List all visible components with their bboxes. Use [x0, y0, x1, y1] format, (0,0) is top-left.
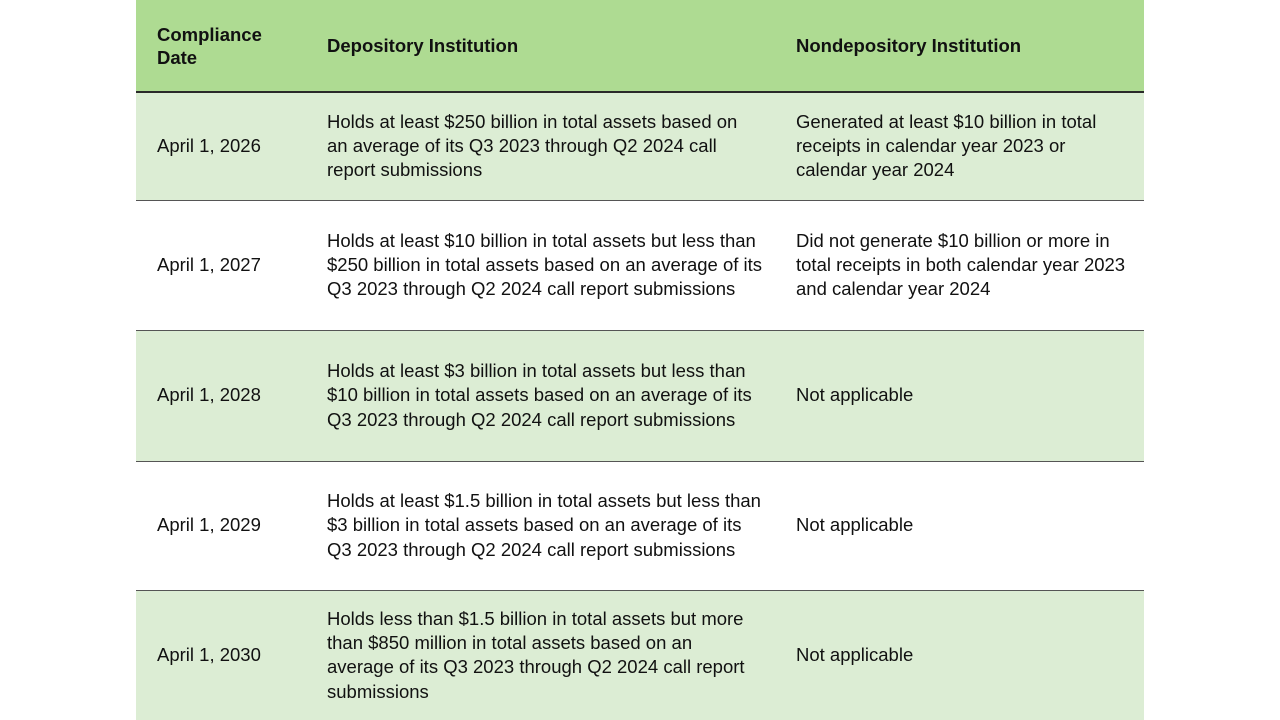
row-compliance-date: April 1, 2028: [157, 384, 261, 406]
row-compliance-date: April 1, 2029: [157, 514, 261, 536]
header-compliance-date: Compliance Date: [157, 23, 262, 68]
table-row: [136, 590, 1144, 720]
table-row: [136, 200, 1144, 330]
row-nondepository-criteria: Not applicable: [796, 644, 914, 666]
row-depository-criteria: Holds less than $1.5 billion in total assets but more than $850 million in total assets based on an average of its Q3 2023 through Q2 2024 call report submissions: [327, 607, 745, 702]
row-compliance-date: April 1, 2026: [157, 135, 261, 157]
row-nondepository-criteria: Not applicable: [796, 384, 914, 406]
table-header: [136, 0, 1144, 92]
row-compliance-date: April 1, 2027: [157, 253, 261, 275]
row-depository-criteria: Holds at least $250 billion in total assets based on an average of its Q3 2023 through Q2 2024 call report submissions: [327, 110, 738, 181]
row-depository-criteria: Holds at least $1.5 billion in total assets but less than $3 billion in total assets based on an average of its Q3 2023 through Q2 2024 call report submissions: [327, 490, 761, 560]
row-nondepository-criteria: Generated at least $10 billion in total receipts in calendar year 2023 or calendar year 2024: [796, 110, 1097, 181]
table-row: [136, 461, 1144, 590]
row-compliance-date: April 1, 2030: [157, 644, 261, 666]
header-depository-institution: Depository Institution: [327, 35, 519, 56]
row-depository-criteria: Holds at least $3 billion in total assets but less than $10 billion in total assets based on an average of its Q3 2023 through Q2 2024 call report submissions: [327, 360, 752, 430]
row-nondepository-criteria: Did not generate $10 billion or more in total receipts in both calendar year 2023 and calendar year 2024: [796, 229, 1126, 300]
table-row: [136, 92, 1144, 200]
table-row: [136, 330, 1144, 461]
header-row: [136, 0, 1144, 92]
row-depository-criteria: Holds at least $10 billion in total assets but less than $250 billion in total assets based on an average of its Q3 2023 through Q2 2024 call report submissions: [327, 229, 763, 300]
table-body: [136, 92, 1144, 720]
header-nondepository-institution: Nondepository Institution: [796, 35, 1022, 56]
row-nondepository-criteria: Not applicable: [796, 514, 914, 536]
compliance-dates-table: [136, 0, 1144, 720]
